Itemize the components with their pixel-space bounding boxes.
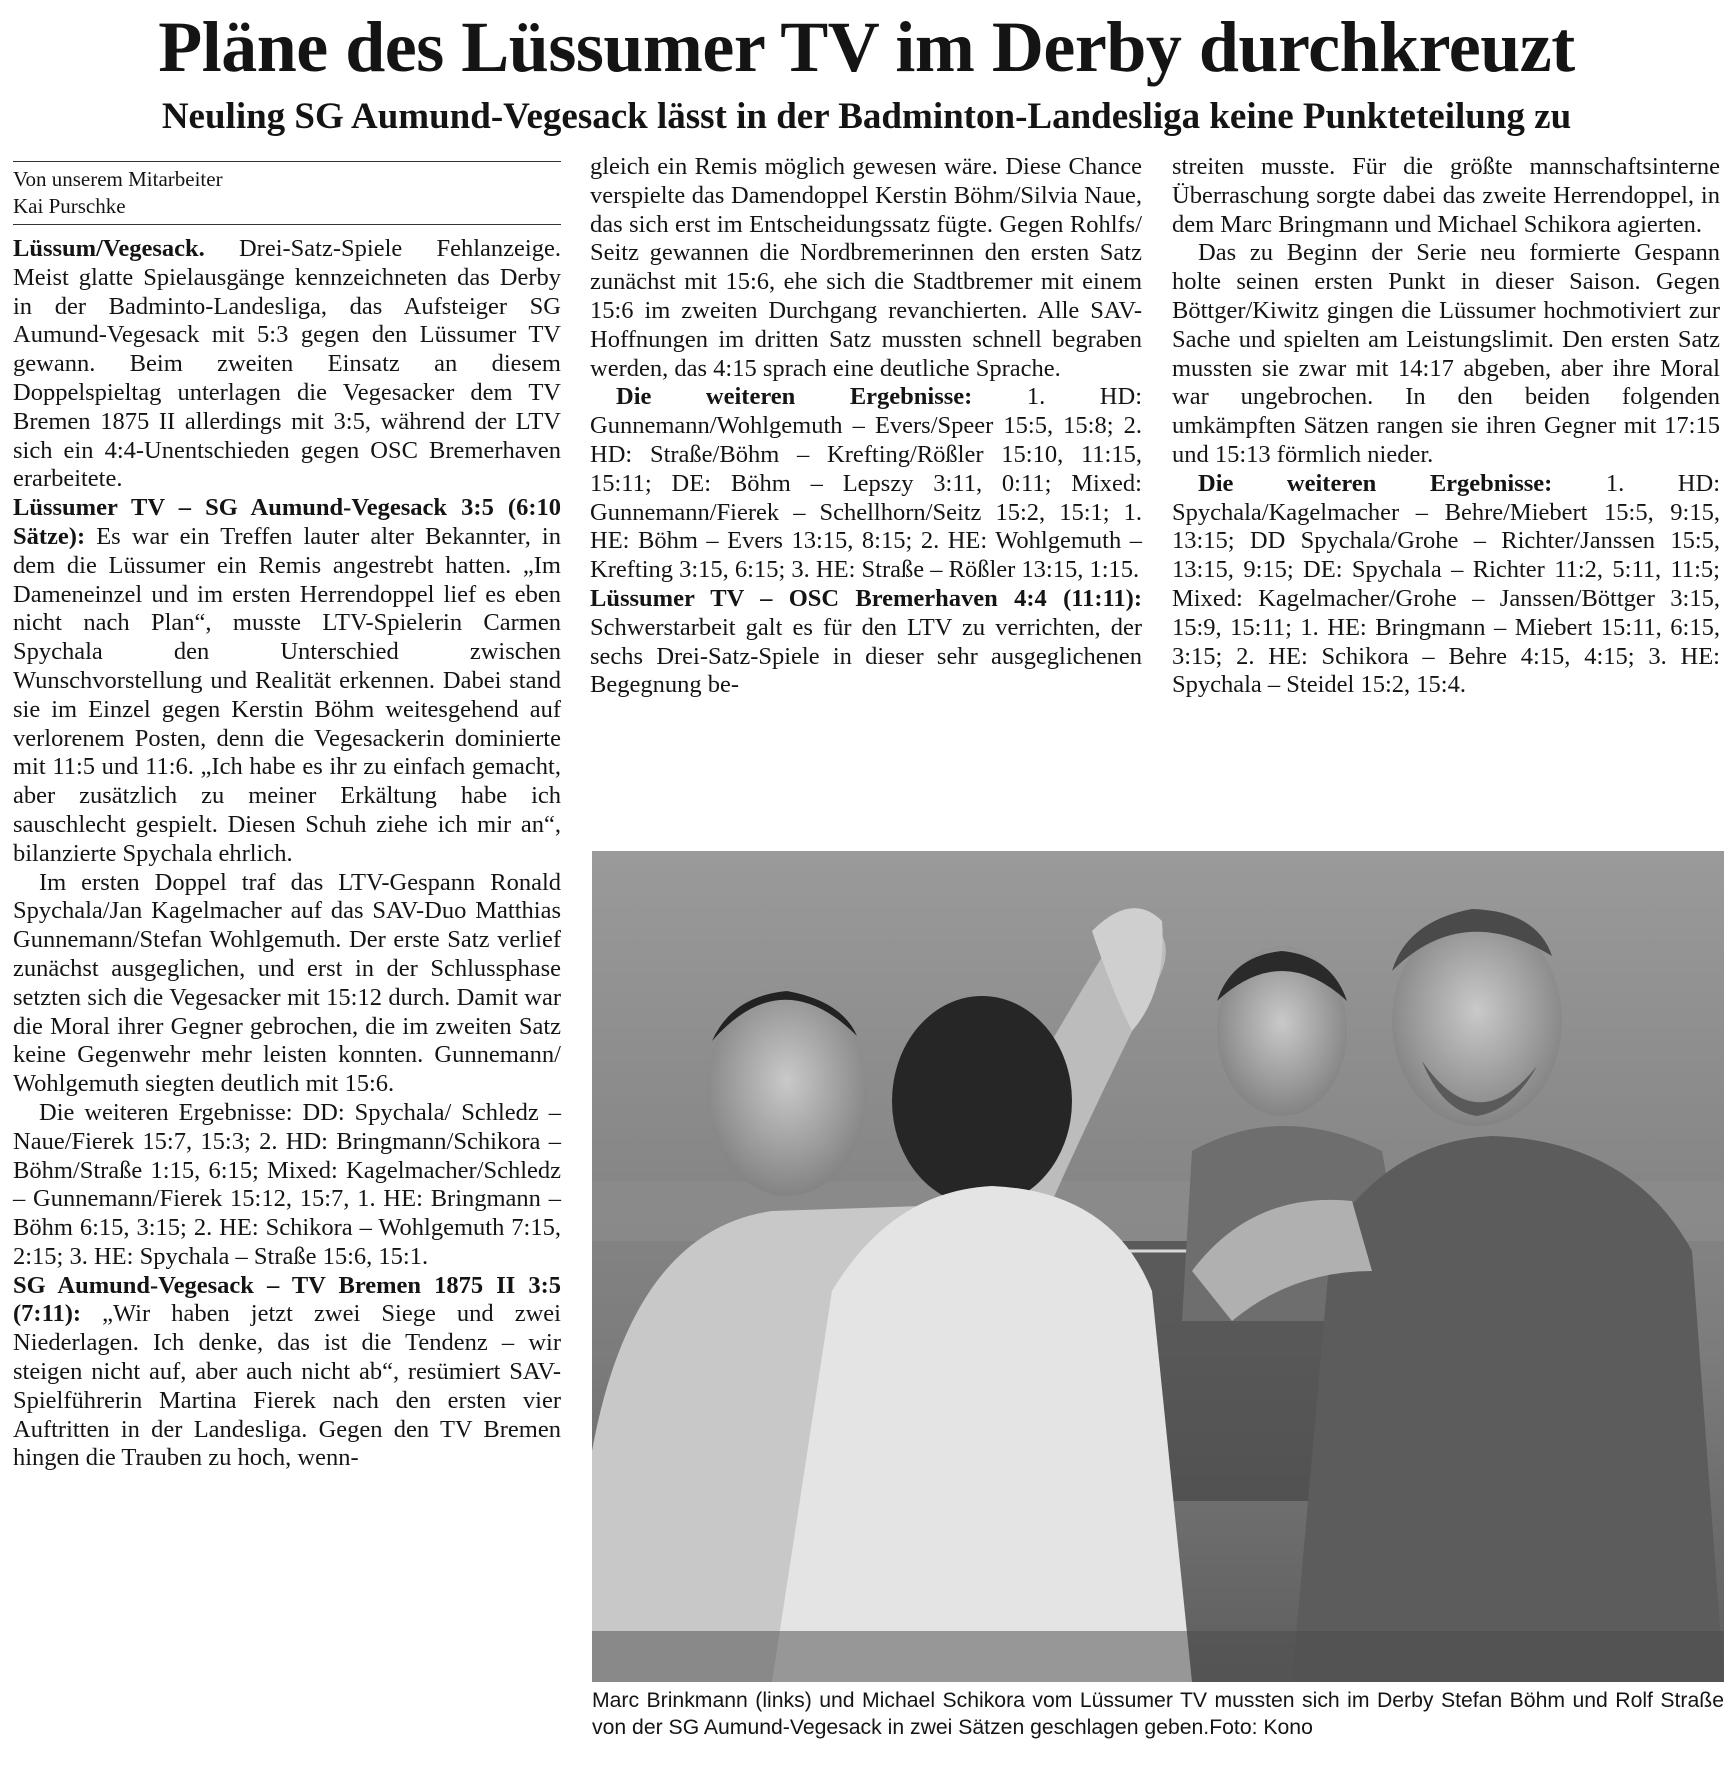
- article-column-1: [13, 153, 561, 1473]
- paragraph-text: Drei-Satz-Spiele Fehlanzeige. Meist glatte Spielausgänge kennzeichneten das Derby in der Badminto-Landesliga, das Aufsteiger SG Aumund-Vegesack mit 5:3 gegen den Lüssumer TV gewann. Beim zweiten Einsatz an diesem Doppelspieltag unterlagen die Vegesacker dem TV Bremen 1875 II allerdings mit 3:5, während der LTV sich ein 4:4-Unentschieden gegen OSC Bremerhaven erarbeitete.: [13, 235, 561, 493]
- match-heading: Lüssumer TV – OSC Bremerhaven 4:4 (11:11):: [590, 584, 1142, 612]
- caption-text: Marc Brinkmann (links) und Michael Schikora vom Lüssumer TV mussten sich im Derby Stefan Böhm und Rolf Straße von der SG Aumund-Vegesack in zwei Sätzen geschlagen geben.: [592, 1689, 1724, 1739]
- paragraph: [13, 235, 561, 494]
- photo-caption: [592, 1687, 1724, 1741]
- paragraph-text: 1. HD: Gunnemann/Wohlgemuth – Evers/Speer 15:5, 15:8; 2. HD: Straße/Böhm – Krefting/Rößler 15:10, 11:15, 15:11; DE: Böhm – Lepszy 3:11, 0:11; Mixed: Gunnemann/Fierek – Schellhorn/Seitz 15:2, 15:1; 1. HE: Böhm – Evers 13:15, 8:15; 2. HE: Wohlgemuth – Krefting 3:15, 6:15; 3. HE: Straße – Rößler 13:15, 1:15.: [590, 383, 1142, 584]
- byline: [13, 161, 561, 225]
- subheadline: Neuling SG Aumund-Vegesack lässt in der Badminton-Landesliga keine Punkteteilung zu: [161, 96, 1572, 137]
- dateline: Lüssum/Vegesack.: [13, 235, 205, 262]
- byline-role: Von unserem Mitarbeiter: [13, 167, 223, 191]
- match-heading: SG Aumund-Vegesack – TV Bremen 1875 II 3:5 (7:11):: [13, 1271, 561, 1328]
- paragraph: [590, 383, 1142, 585]
- paragraph: [590, 585, 1142, 700]
- match-heading: Lüssumer TV – SG Aumund-Vegesack 3:5 (6:10 Sätze):: [13, 494, 561, 550]
- article-column-2: [590, 153, 1142, 700]
- results-heading: Die weiteren Ergebnisse:: [616, 383, 973, 411]
- paragraph: Das zu Beginn der Serie neu formierte Gespann holte seinen ersten Punkt in dieser Saison. Gegen Böttger/Kiwitz gingen die Lüssumer hochmotiviert zur Sache und spielten am Leistungslimit. Den ersten Satz mussten sie zwar mit 14:17 abgeben, aber ihre Moral war ungebrochen. In den beiden folgenden umkämpften Sätzen rangen sie ihren Gegner mit 17:15 und 15:13 förmlich nieder.: [1172, 239, 1720, 468]
- paragraph: [1172, 470, 1720, 700]
- paragraph: [13, 1272, 561, 1474]
- results-heading: Die weiteren Ergebnisse:: [1198, 469, 1553, 497]
- news-photo: [592, 851, 1724, 1682]
- photo-credit: Foto: Kono: [1209, 1716, 1313, 1739]
- article-column-3: [1172, 153, 1720, 700]
- byline-author: Kai Purschke: [13, 194, 126, 218]
- paragraph-text: Schwerstarbeit galt es für den LTV zu verrichten, der sechs Drei-Satz-Spiele in dieser sehr ausgeglichenen Begegnung be-: [590, 613, 1142, 699]
- photo-badminton-players: [592, 851, 1724, 1682]
- paragraph-text: „Wir haben jetzt zwei Siege und zwei Niederlagen. Ich denke, das ist die Tendenz – wir steigen nicht auf, aber auch nicht ab“, resümiert SAV-Spielführerin Martina Fierek nach den ersten vier Auftritten in der Landesliga. Gegen den TV Bremen hingen die Trauben zu hoch, wenn-: [13, 1300, 561, 1472]
- paragraph: Im ersten Doppel traf das LTV-Gespann Ronald Spychala/Jan Kagelmacher auf das SAV-Duo Matthias Gunnemann/Stefan Wohlgemuth. Der erste Satz verlief zunächst ausgeglichen, und erst in der Schlussphase setzten sich die Vegesacker mit 15:12 durch. Damit war die Moral ihrer Gegner gebrochen, die im zweiten Satz keine Gegenwehr mehr leisten konnten. Gunnemann/ Wohlgemuth siegten deutlich mit 15:6.: [13, 868, 561, 1098]
- paragraph-text: Es war ein Treffen lauter alter Bekannter, in dem die Lüssumer ein Remis angestrebt hatten. „Im Dameneinzel und im ersten Herrendoppel lief es eben nicht nach Plan“, musste LTV-Spielerin Carmen Spychala den Unterschied zwischen Wunschvorstellung und Realität erkennen. Dabei stand sie im Einzel gegen Kerstin Böhm weitesgehend auf verlorenem Posten, denn die Vegesackerin dominierte mit 11:5 und 11:6. „Ich habe es ihr zu einfach gemacht, aber zusätzlich zu meiner Erkältung habe ich sauschlecht gespielt. Diesen Schuh ziehe ich mir an“, bilanzierte Spychala ehrlich.: [13, 522, 561, 867]
- paragraph-text: 1. HD: Spychala/Kagelmacher – Behre/Miebert 15:5, 9:15, 13:15; DD Spychala/Grohe – Richter/Janssen 15:5, 13:15, 9:15; DE: Spychala – Richter 11:2, 5:11, 11:5; Mixed: Kagelmacher/Grohe – Janssen/Böttger 3:15, 15:9, 15:11; 1. HE: Bringmann – Miebert 15:11, 6:15, 3:15; 2. HE: Schikora – Behre 4:15, 4:15; 3. HE: Spychala – Steidel 15:2, 15:4.: [1172, 469, 1720, 699]
- paragraph: [13, 494, 561, 868]
- paragraph: gleich ein Remis möglich gewesen wäre. Diese Chance verspielte das Damendoppel Kerstin Böhm/Silvia Naue, das sich erst im Entscheidungssatz fügte. Gegen Rohlfs/ Seitz gewannen die Nordbremerinnen den ersten Satz zunächst mit 15:6, ehe sich die Stadtbremer mit einem 15:6 im zweiten Durchgang revanchierten. Alle SAV-Hoffnungen im dritten Satz mussten schnell begraben werden, das 4:15 sprach eine deutliche Sprache.: [590, 153, 1142, 382]
- paragraph: Die weiteren Ergebnisse: DD: Spychala/ Schledz – Naue/Fierek 15:7, 15:3; 2. HD: Bringmann/Schikora – Böhm/Straße 1:15, 6:15; Mixed: Kagelmacher/Schledz – Gunnemann/Fierek 15:12, 15:7, 1. HE: Bringmann – Böhm 6:15, 3:15; 2. HE: Schikora – Wohlgemuth 7:15, 2:15; 3. HE: Spychala – Straße 15:6, 15:1.: [13, 1098, 561, 1270]
- paragraph: streiten musste. Für die größte mannschaftsinterne Überraschung sorgte dabei das zweite Herrendoppel, in dem Marc Bringmann und Michael Schikora agierten.: [1172, 153, 1720, 238]
- headline: Pläne des Lüssumer TV im Derby durchkreuzt: [158, 7, 1575, 87]
